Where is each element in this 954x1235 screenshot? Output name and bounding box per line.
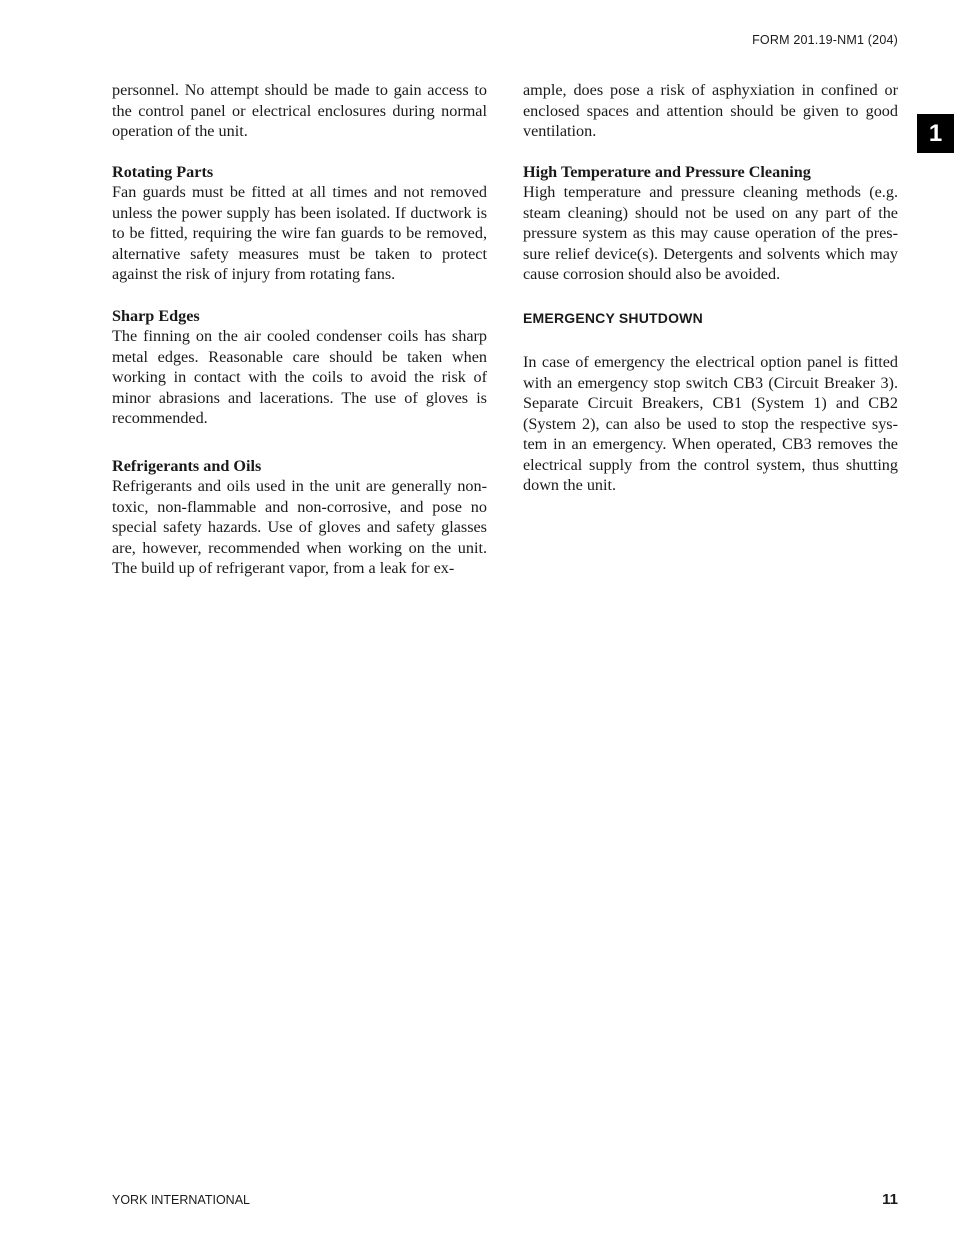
refrigerants-heading: Refrigerants and Oils	[112, 456, 262, 475]
right-column	[523, 80, 898, 496]
rotating-parts-heading: Rotating Parts	[112, 162, 214, 181]
sharp-edges-body: The finning on the air cooled condenser coils has sharp metal edges. Reasonable care should be taken when working in contact with the coils to avoid the risk of minor abrasions and lacerations. The use of gloves is recommended.	[112, 327, 487, 427]
sharp-edges-heading: Sharp Edges	[112, 306, 200, 325]
emergency-shutdown-heading: EMERGENCY SHUTDOWN	[523, 309, 703, 326]
emergency-shutdown-body: In case of emergency the electrical option panel is fitted with an emergency stop switch CB3 (Circuit Breaker 3). Separate Circuit Breakers, CB1 (System 1) and CB2 (System 2), can also be used to stop the respective sys-tem in an emergency. When operated, CB3 removes the electrical supply from the control system, thus shutting down the unit.	[523, 353, 898, 494]
rotating-parts-body: Fan guards must be fitted at all times and not removed unless the power supply has been isolated. If ductwork is to be fitted, requiring the wire fan guards to be removed, alternative safety measures must be taken to protect against the risk of injury from rotating fans.	[112, 183, 487, 283]
refrigerants-body: Refrigerants and oils used in the unit are generally non-toxic, non-flammable and non-corrosive, and pose no special safety hazards. Use of gloves and safety glasses are, however, recommended when working on the unit. The build up of refrigerant vapor, from a leak for ex-	[112, 477, 487, 577]
form-number: FORM 201.19-NM1 (204)	[752, 33, 898, 47]
intro-paragraph: personnel. No attempt should be made to gain access to the control panel or electrical enclosures during normal operation of the unit.	[112, 81, 487, 140]
section-tab: 1	[917, 114, 954, 153]
high-temp-cleaning-body: High temperature and pressure cleaning methods (e.g. steam cleaning) should not be used on any part of the pressure system as this may cause operation of the pres-sure relief device(s). Detergents and solvents which may cause corrosion should also be avoided.	[523, 183, 898, 283]
page-number: 11	[882, 1191, 898, 1208]
left-column	[112, 80, 487, 579]
continuation-paragraph: ample, does pose a risk of asphyxiation in confined or enclosed spaces and attention should be given to good ventilation.	[523, 81, 898, 140]
footer-company: YORK INTERNATIONAL	[112, 1193, 250, 1207]
high-temp-cleaning-heading: High Temperature and Pressure Cleaning	[523, 162, 811, 181]
